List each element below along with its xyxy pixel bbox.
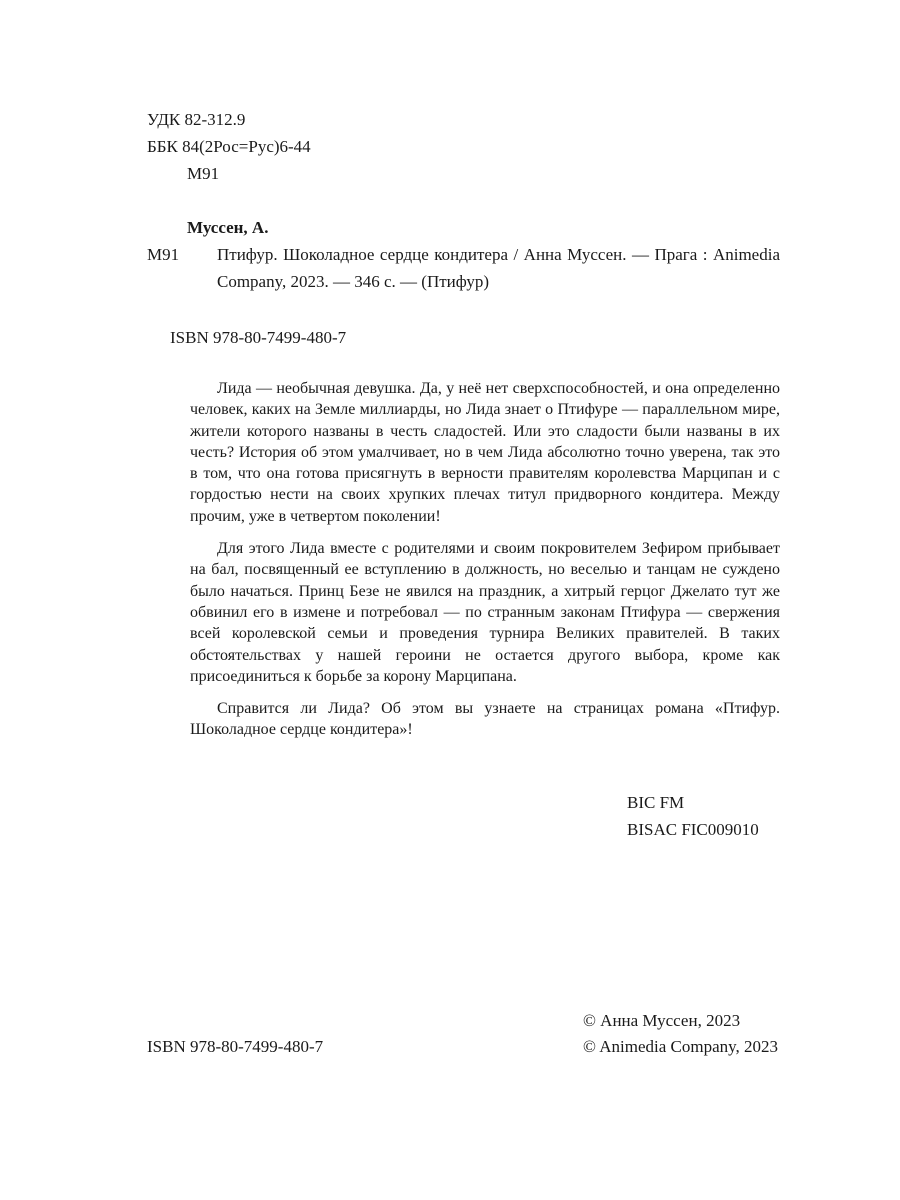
author-heading: Муссен, А. — [187, 218, 269, 237]
annotation-paragraph: Для этого Лида вместе с родителями и своим покровителем Зефиром прибывает на бал, посвященный ее вступлению в должность, но веселью и танцам не суждено было начаться. Принц Безе не явился на праздник, а хитрый герцог Джелато тут же обвинил его в измене и потребовал — по странным законам Птифура — свержения всей королевской семьи и проведения турнира Великих правителей. В таких обстоятельствах у нашей героини не остается другого выбора, кроме как присоединиться к борьбе за корону Марципана. — [190, 540, 780, 685]
bibliographic-description: Птифур. Шоколадное сердце кондитера / Анна Муссен. — Прага : Animedia Company, 2023. — 346 с. — (Птифур) — [217, 245, 780, 291]
bisac-code: BISAC FIC009010 — [627, 820, 759, 839]
copyright-publisher: © Animedia Company, 2023 — [583, 1037, 779, 1056]
copyright-author: © Анна Муссен, 2023 — [583, 1011, 741, 1030]
annotation-paragraph: Справится ли Лида? Об этом вы узнаете на страницах романа «Птифур. Шоколадное сердце кондитера»! — [190, 700, 780, 739]
record-author-sign: М91 — [147, 245, 180, 264]
bbk-code: ББК 84(2Рос=Рус)6-44 — [147, 137, 311, 156]
annotation — [190, 378, 780, 752]
author-sign: М91 — [187, 164, 220, 183]
bic-code: BIC FM — [627, 793, 685, 812]
isbn-top: ISBN 978-80-7499-480-7 — [170, 328, 347, 347]
annotation-paragraph: Лида — необычная девушка. Да, у неё нет сверхспособностей, и она определенно человек, каких на Земле миллиарды, но Лида знает о Птифуре — параллельном мире, жители которого названы в честь сладостей. Или это сладости были названы в их честь? История об этом умалчивает, но в чем Лида абсолютно точно уверена, так это в том, что она готова присягнуть в верности правителям королевства Марципан и с гордостью нести на своих хрупких плечах титул придворного кондитера. Между прочим, уже в четвертом поколении! — [190, 380, 780, 525]
udk-code: УДК 82-312.9 — [147, 110, 246, 129]
isbn-bottom: ISBN 978-80-7499-480-7 — [147, 1037, 324, 1056]
